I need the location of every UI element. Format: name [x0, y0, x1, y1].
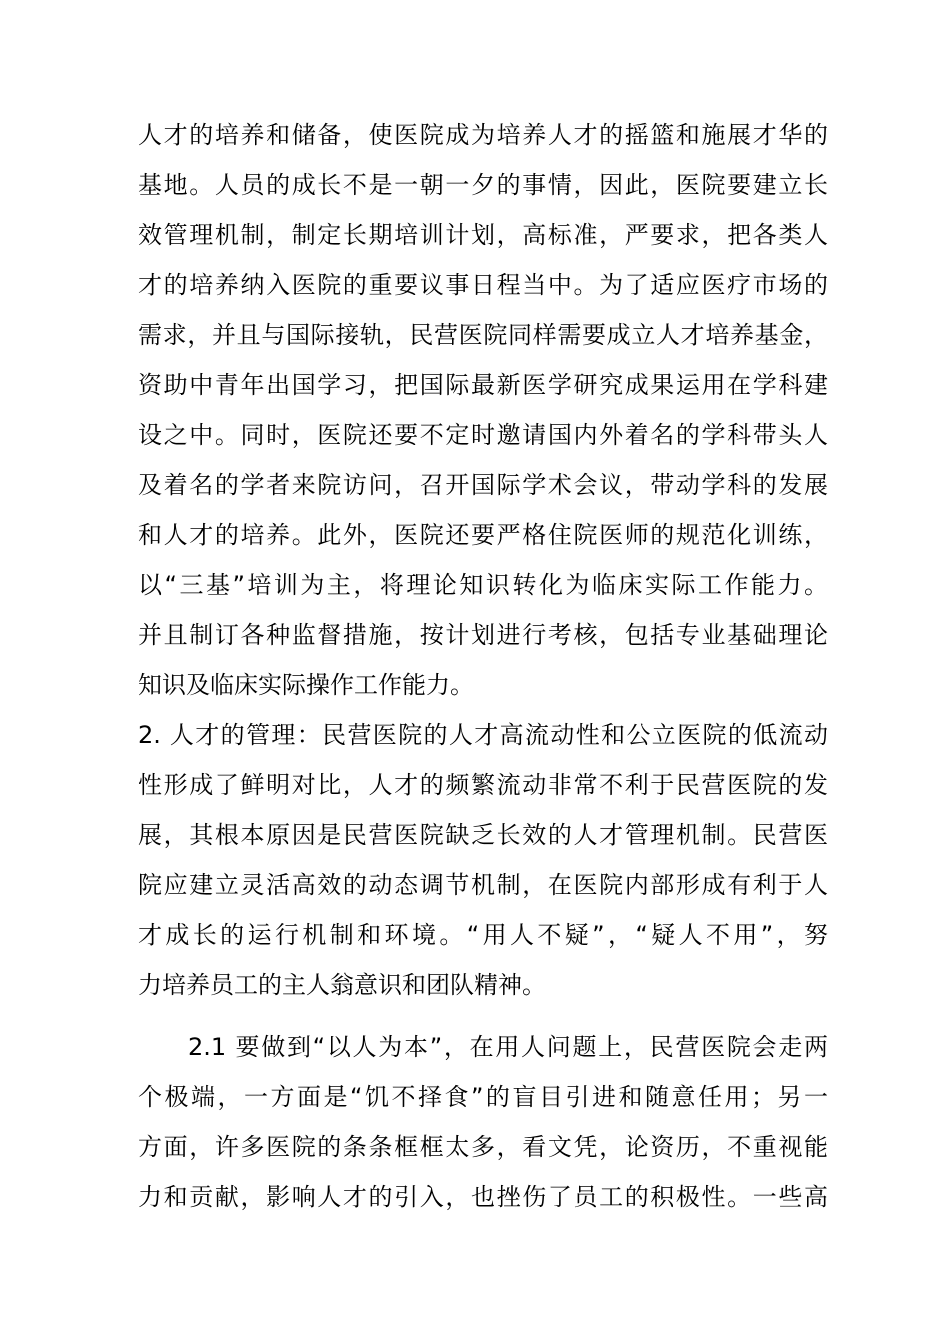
- text-line: 院应建立灵活高效的动态调节机制，在医院内部形成有利于人: [138, 871, 828, 899]
- text-line: 以“三基”培训为主，将理论知识转化为临床实际工作能力。: [138, 571, 828, 599]
- subsection-heading-line: 2.1 要做到“以人为本”，在用人问题上，民营医院会走两: [188, 1033, 828, 1061]
- text-line: 才的培养纳入医院的重要议事日程当中。为了适应医疗市场的: [138, 271, 828, 299]
- text-line: 力培养员工的主人翁意识和团队精神。: [138, 971, 546, 999]
- text-line: 和人才的培养。此外，医院还要严格住院医师的规范化训练，: [138, 521, 828, 549]
- text-line: 方面，许多医院的条条框框太多，看文凭，论资历，不重视能: [138, 1133, 828, 1161]
- text-line: 效管理机制，制定长期培训计划，高标准，严要求，把各类人: [138, 221, 828, 249]
- text-line: 并且制订各种监督措施，按计划进行考核，包括专业基础理论: [138, 621, 828, 649]
- paragraph-training: [138, 110, 828, 710]
- text-line: 需求，并且与国际接轨，民营医院同样需要成立人才培养基金，: [138, 321, 828, 349]
- text-line: 才成长的运行机制和环境。“用人不疑”，“疑人不用”，努: [138, 921, 828, 949]
- text-line: 性形成了鲜明对比，人才的频繁流动非常不利于民营医院的发: [138, 771, 828, 799]
- text-line: 人才的培养和储备，使医院成为培养人才的摇篮和施展才华的: [138, 121, 828, 149]
- text-line: 及着名的学者来院访问，召开国际学术会议，带动学科的发展: [138, 471, 828, 499]
- paragraph-talent-management: [138, 710, 828, 1010]
- text-line: 知识及临床实际操作工作能力。: [138, 671, 474, 699]
- text-line: 展，其根本原因是民营医院缺乏长效的人才管理机制。民营医: [138, 821, 828, 849]
- paragraph-people-oriented: [138, 1022, 828, 1222]
- text-line: 个极端，一方面是“饥不择食”的盲目引进和随意任用；另一: [138, 1083, 828, 1111]
- text-line: 设之中。同时，医院还要不定时邀请国内外着名的学科带头人: [138, 421, 828, 449]
- text-line: 基地。人员的成长不是一朝一夕的事情，因此，医院要建立长: [138, 171, 828, 199]
- text-line: 资助中青年出国学习，把国际最新医学研究成果运用在学科建: [138, 371, 828, 399]
- document-body: [138, 110, 828, 1222]
- text-line: 力和贡献，影响人才的引入，也挫伤了员工的积极性。一些高: [138, 1183, 828, 1211]
- paragraph-spacer: [138, 1010, 828, 1022]
- section-heading-line: 2. 人才的管理：民营医院的人才高流动性和公立医院的低流动: [138, 721, 828, 749]
